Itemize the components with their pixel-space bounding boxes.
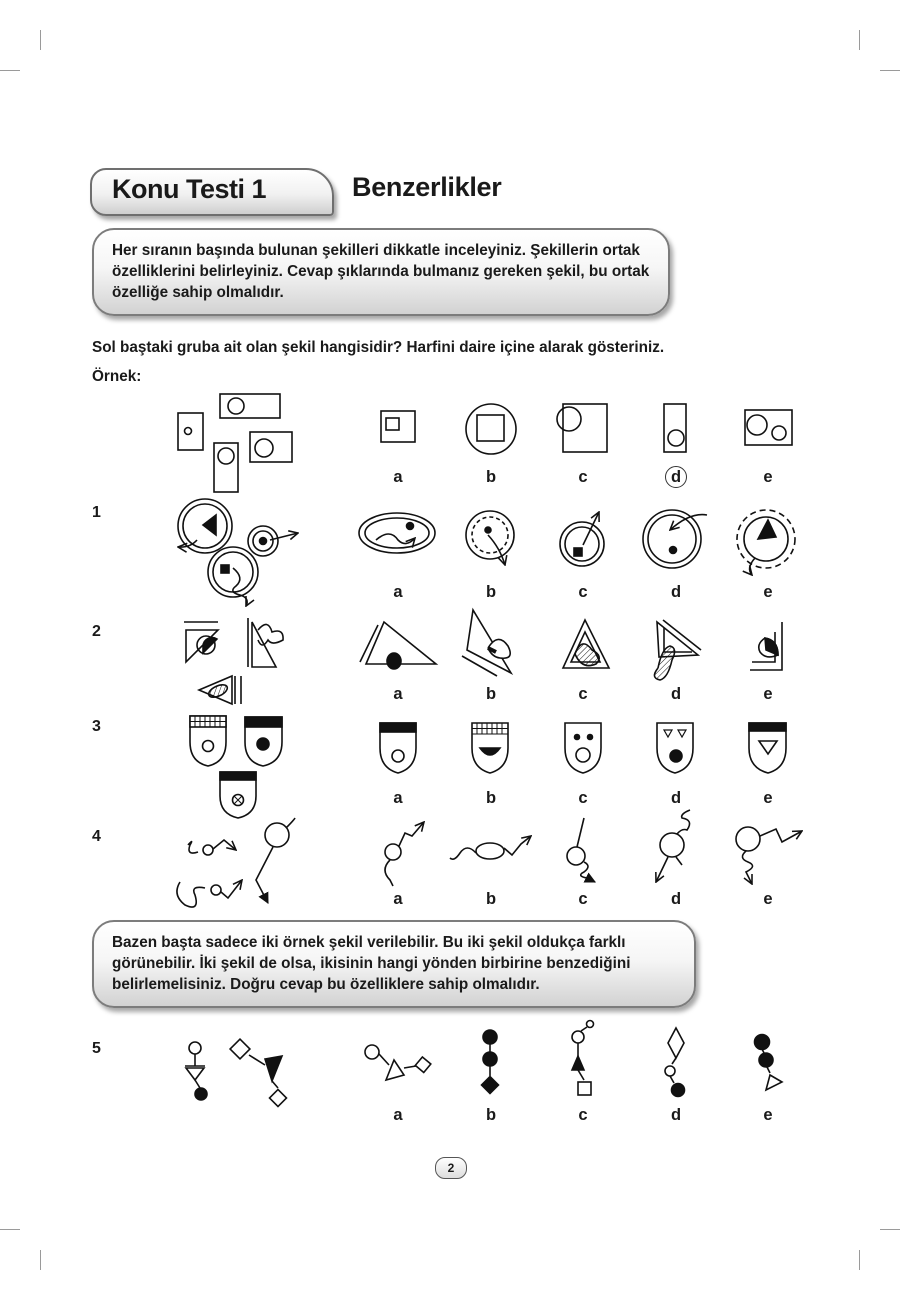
row2-option-b <box>462 610 511 676</box>
row2-option-e <box>750 622 782 670</box>
example-option-b <box>466 404 516 454</box>
row5-option-a <box>365 1045 431 1080</box>
row1-option-e <box>737 510 795 575</box>
example-option-c <box>557 404 607 452</box>
row5-stem-figure <box>185 1039 286 1106</box>
row4-option-d <box>656 810 690 882</box>
example-stem-figure <box>178 394 292 492</box>
row4-option-c <box>567 818 595 882</box>
option-letter[interactable]: b <box>485 468 497 486</box>
option-letter[interactable]: c <box>578 1106 588 1124</box>
option-letter[interactable]: a <box>393 1106 403 1124</box>
row5-option-e <box>755 1035 783 1091</box>
option-letter[interactable]: e <box>763 789 773 807</box>
row5-option-d <box>665 1028 685 1097</box>
option-letter[interactable]: a <box>393 685 403 703</box>
option-letter[interactable]: b <box>485 685 497 703</box>
row2-option-c <box>563 620 609 668</box>
example-option-e <box>745 410 792 445</box>
option-letter[interactable]: e <box>763 890 773 908</box>
row2-option-a <box>360 622 436 669</box>
example-label: Örnek: <box>92 368 142 385</box>
option-letter[interactable]: c <box>578 685 588 703</box>
row3-option-e <box>749 723 786 773</box>
option-letter[interactable]: a <box>393 583 403 601</box>
option-letter[interactable]: c <box>578 468 588 486</box>
example-option-d <box>664 404 686 452</box>
row1-option-a <box>359 513 435 553</box>
row-number: 1 <box>92 504 101 521</box>
option-letter[interactable]: c <box>578 890 588 908</box>
row4-option-e <box>736 827 802 884</box>
option-letter[interactable]: c <box>578 583 588 601</box>
row3-option-c <box>565 723 601 773</box>
test-title: Konu Testi 1 <box>112 174 267 204</box>
row-number: 4 <box>92 828 101 845</box>
row1-option-d <box>643 510 707 568</box>
row3-option-a <box>380 723 416 773</box>
option-letter[interactable]: b <box>485 789 497 807</box>
option-letter[interactable]: d <box>670 685 682 703</box>
option-letter[interactable]: c <box>578 789 588 807</box>
row3-option-b <box>472 723 508 773</box>
row-number: 5 <box>92 1040 101 1057</box>
row4-option-a <box>385 822 424 886</box>
row-number: 2 <box>92 623 101 640</box>
option-letter[interactable]: a <box>393 468 403 486</box>
row1-stem-figure <box>178 499 298 606</box>
row1-option-c <box>560 512 604 566</box>
option-letter[interactable]: b <box>485 583 497 601</box>
instructions-text-2: Bazen başta sadece iki örnek şekil verilebilir. Bu iki şekil oldukça farklı görünebilir. İki şekil de olsa, ikisinin hangi yönden birbirine benzediğini belirlemelisiniz. Doğru cevap bu özelliklere sahip olmalıdır. <box>112 934 631 993</box>
subject-title: Benzerlikler <box>352 172 502 202</box>
option-letter[interactable]: d <box>670 1106 682 1124</box>
example-option-a <box>381 411 415 442</box>
option-letter[interactable]: a <box>393 890 403 908</box>
row5-option-c <box>572 1021 594 1096</box>
question-text: Sol baştaki gruba ait olan şekil hangisidir? Harfini daire içine alarak gösteriniz. <box>92 339 665 356</box>
option-letter[interactable]: e <box>763 468 773 486</box>
page-number: 2 <box>435 1157 467 1179</box>
option-letter[interactable]: b <box>485 1106 497 1124</box>
row5-option-b <box>482 1030 499 1093</box>
row3-stem-figure <box>190 716 282 818</box>
row2-option-d <box>654 620 701 680</box>
option-letter[interactable]: e <box>763 583 773 601</box>
row-number: 3 <box>92 718 101 735</box>
row1-option-b <box>466 511 514 565</box>
option-letter[interactable]: d <box>670 583 682 601</box>
option-letter[interactable]: a <box>393 789 403 807</box>
option-letter-circled[interactable]: d <box>665 466 687 488</box>
row4-option-b <box>450 836 531 859</box>
option-letter[interactable]: e <box>763 1106 773 1124</box>
instructions-text: Her sıranın başında bulunan şekilleri dikkatle inceleyiniz. Şekillerin ortak özelliklerini belirleyiniz. Cevap şıklarında bulmanız gereken şekil, bu ortak özelliğe sahip olmalıdır. <box>112 242 650 301</box>
option-letter[interactable]: b <box>485 890 497 908</box>
option-letter[interactable]: d <box>670 890 682 908</box>
option-letter[interactable]: e <box>763 685 773 703</box>
row3-option-d <box>657 723 693 773</box>
row4-stem-figure <box>177 818 295 907</box>
option-letter[interactable]: d <box>670 789 682 807</box>
row2-stem-figure <box>184 618 283 704</box>
